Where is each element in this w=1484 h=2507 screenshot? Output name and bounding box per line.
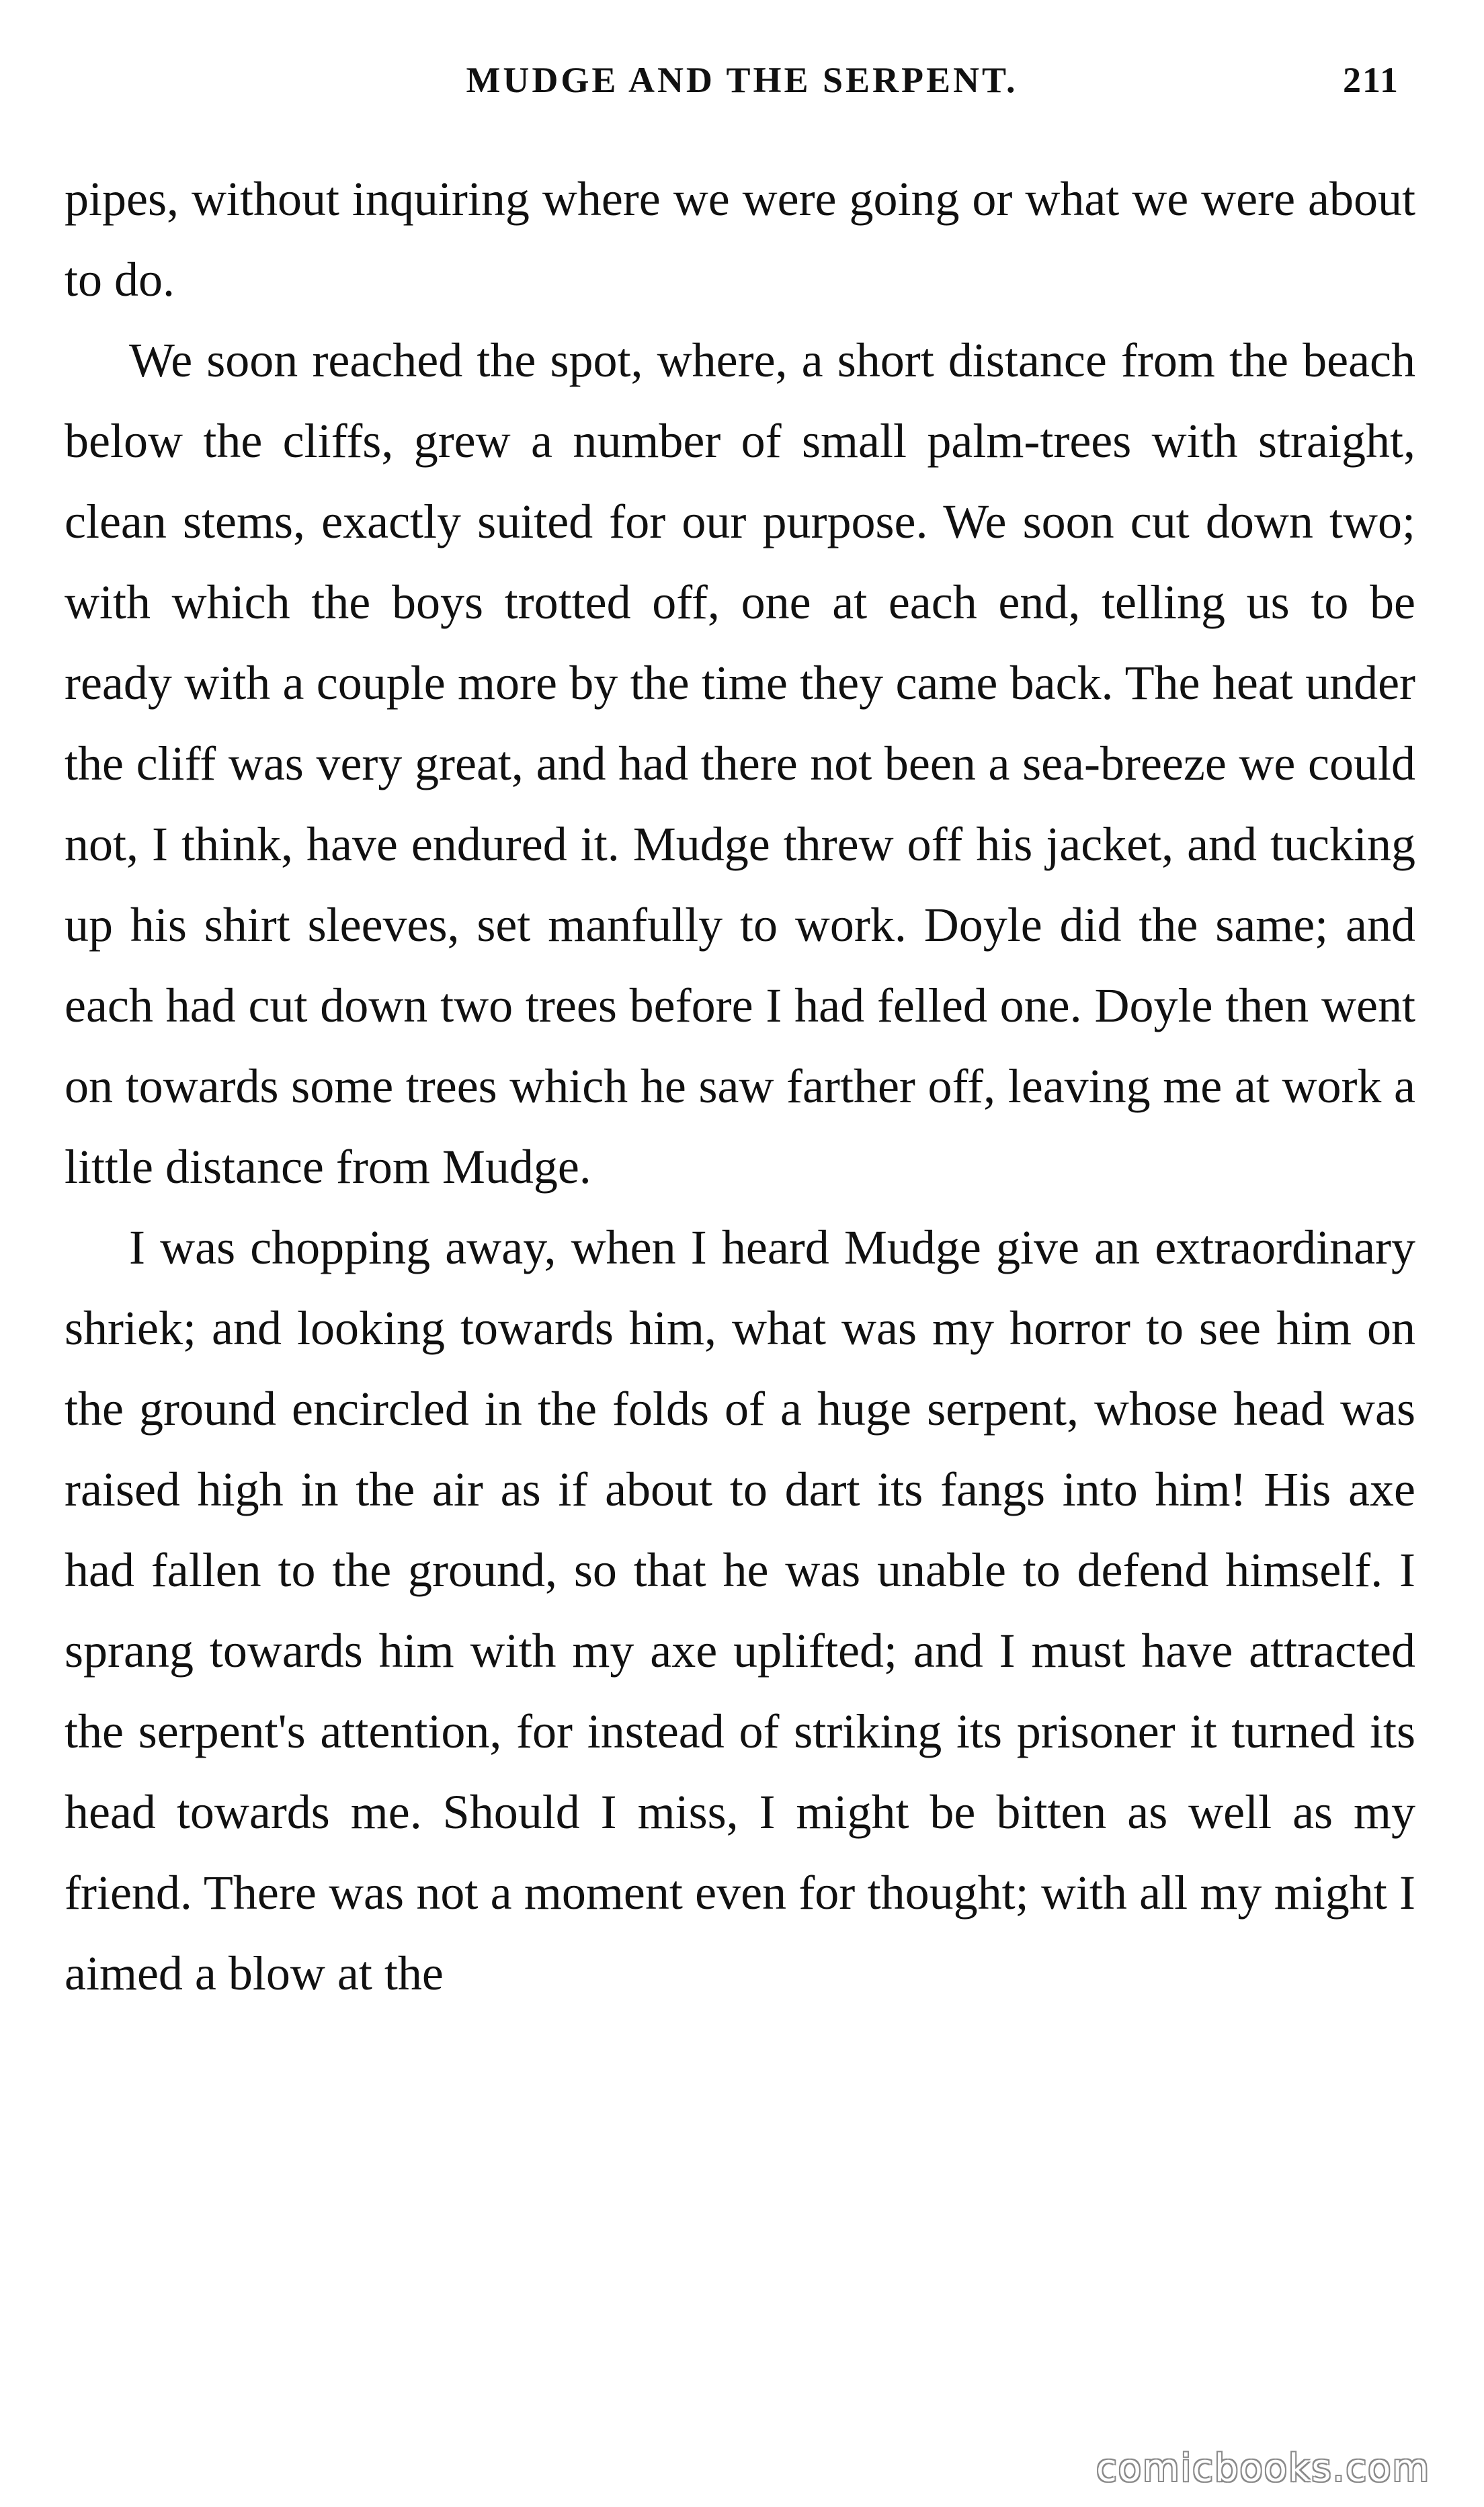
page-header bbox=[0, 52, 1484, 113]
paragraph: We soon reached the spot, where, a short distance from the beach below the cliffs, grew a number of small palm-trees with straight, clean stems, exactly suited for our purpose. We soon cut down two; with which the boys trotted off, one at each end, telling us to be ready with a couple more by the time they came back. The heat under the cliff was very great, and had there not been a sea-breeze we could not, I think, have endured it. Mudge threw off his jacket, and tucking up his shirt sleeves, set manfully to work. Doyle did the same; and each had cut down two trees before I had felled one. Doyle then went on towards some trees which he saw farther off, leaving me at work a little distance from Mudge. bbox=[65, 333, 1415, 1194]
watermark: comicbooks.com bbox=[1096, 2447, 1430, 2490]
body-text bbox=[65, 159, 1415, 2014]
paragraph: I was chopping away, when I heard Mudge give an extraordinary shriek; and looking towards him, what was my horror to see him on the ground encircled in the folds of a huge serpent, whose head was raised high in the air as if about to dart its fangs into him! His axe had fallen to the ground, so that he was unable to defend himself. I sprang towards him with my axe uplifted; and I must have attracted the serpent's attention, for instead of striking its prisoner it turned its head towards me. Should I miss, I might be bitten as well as my friend. There was not a moment even for thought; with all my might I aimed a blow at the bbox=[65, 1221, 1415, 2000]
page-number: 211 bbox=[1342, 60, 1399, 100]
paragraph-continued: pipes, without inquiring where we were going or what we were about to do. bbox=[65, 172, 1415, 306]
running-title: MUDGE AND THE SERPENT. bbox=[466, 60, 1018, 100]
